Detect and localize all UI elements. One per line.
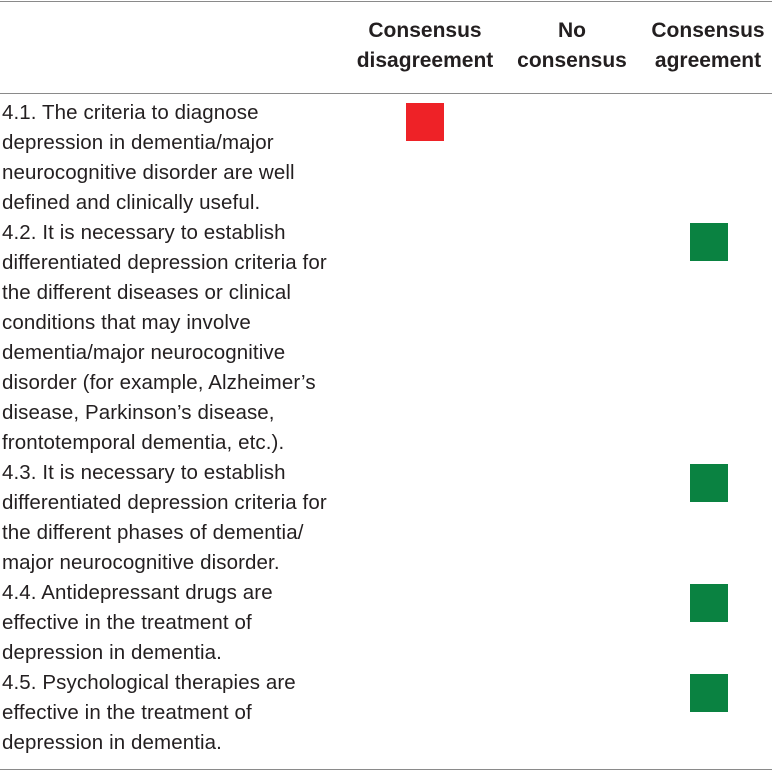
statement-4-5 [2, 668, 342, 758]
statement-4-1 [2, 98, 342, 218]
column-header-line: disagreement [356, 49, 494, 72]
statement-line: 4.1. The criteria to diagnose [2, 101, 259, 124]
header-divider-rule [0, 93, 772, 94]
column-header-line: Consensus [651, 19, 765, 42]
statement-line: depression in dementia. [2, 641, 222, 664]
statement-4-4 [2, 578, 342, 668]
statement-line: 4.2. It is necessary to establish [2, 221, 286, 244]
statement-line: 4.3. It is necessary to establish [2, 461, 286, 484]
consensus-disagreement-marker [406, 103, 444, 141]
statement-line: 4.4. Antidepressant drugs are [2, 581, 273, 604]
table-bottom-rule [0, 769, 772, 770]
statement-line: effective in the treatment of [2, 611, 252, 634]
statement-line: conditions that may involve [2, 311, 251, 334]
statement-4-2 [2, 218, 342, 458]
consensus-agreement-marker [690, 674, 728, 712]
statement-line: disease, Parkinson’s disease, [2, 401, 275, 424]
column-header-line: Consensus [368, 19, 482, 42]
statement-line: depression in dementia/major [2, 131, 274, 154]
statement-line: depression in dementia. [2, 731, 222, 754]
column-header-no-consensus [514, 16, 630, 76]
statement-line: dementia/major neurocognitive [2, 341, 286, 364]
statement-line: differentiated depression criteria for [2, 491, 327, 514]
statement-line: the different phases of dementia/ [2, 521, 304, 544]
statement-line: the different diseases or clinical [2, 281, 292, 304]
column-header-line: consensus [517, 49, 627, 72]
column-header-line: No [558, 19, 586, 42]
consensus-agreement-marker [690, 223, 728, 261]
statement-line: major neurocognitive disorder. [2, 551, 280, 574]
statement-4-3 [2, 458, 342, 578]
statement-line: defined and clinically useful. [2, 191, 261, 214]
statement-line: differentiated depression criteria for [2, 251, 327, 274]
column-header-consensus-agreement [646, 16, 770, 76]
consensus-agreement-marker [690, 584, 728, 622]
statement-line: disorder (for example, Alzheimer’s [2, 371, 316, 394]
statement-line: neurocognitive disorder are well [2, 161, 295, 184]
consensus-agreement-marker [690, 464, 728, 502]
column-header-line: agreement [654, 49, 762, 72]
statement-line: 4.5. Psychological therapies are [2, 671, 296, 694]
table-top-rule [0, 1, 772, 2]
statement-line: frontotemporal dementia, etc.). [2, 431, 285, 454]
statement-line: effective in the treatment of [2, 701, 252, 724]
column-header-consensus-disagreement [352, 16, 498, 76]
